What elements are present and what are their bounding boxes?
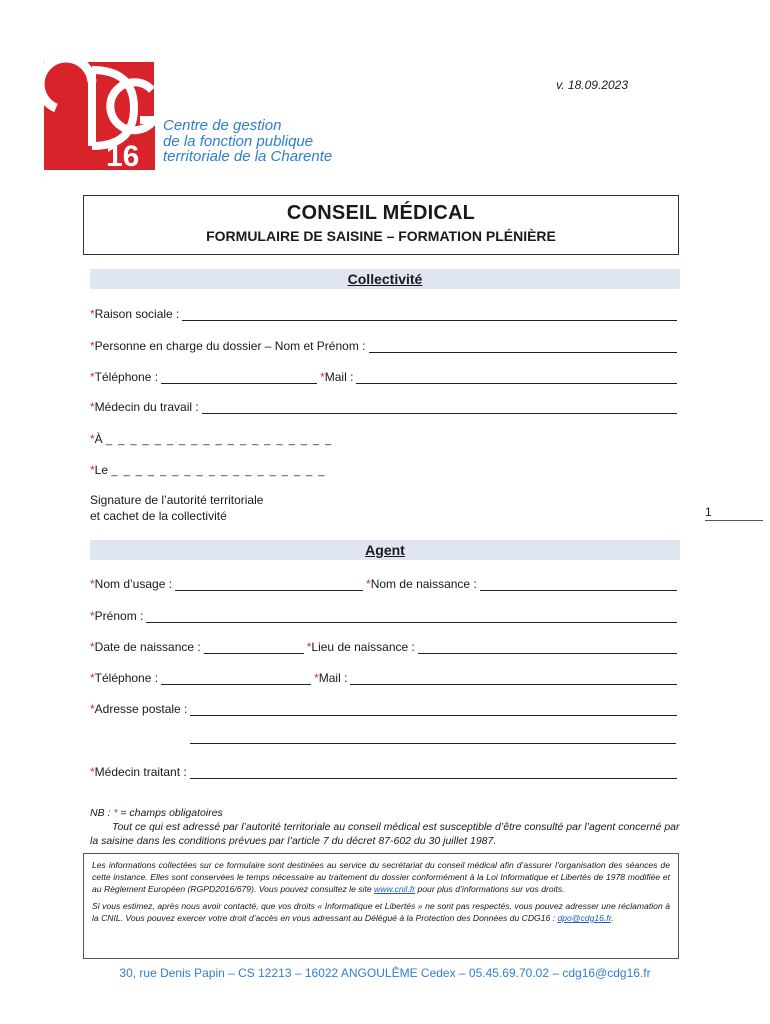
notes — [90, 806, 680, 848]
field-agent-naissance[interactable]: *Date de naissance : *Lieu de naissance : — [90, 638, 680, 654]
field-personne-en-charge[interactable]: *Personne en charge du dossier – Nom et Prénom : — [90, 337, 680, 353]
field-agent-prenom[interactable]: *Prénom : — [90, 607, 680, 623]
field-lieu[interactable]: *À _ _ _ _ _ _ _ _ _ _ _ _ _ _ _ _ _ _ _ — [90, 432, 333, 446]
title-box — [83, 195, 679, 255]
logo-line: Centre de gestion — [163, 117, 282, 134]
logo-line: territoriale de la Charente — [163, 148, 333, 165]
field-collectivite-contact[interactable]: *Téléphone : *Mail : — [90, 368, 680, 384]
page-number-rule — [705, 520, 763, 521]
version-label: v. 18.09.2023 — [556, 78, 628, 92]
logo-line: de la fonction publique — [163, 132, 314, 150]
footer-address: 30, rue Denis Papin – CS 12213 – 16022 ANGOULÊME Cedex – 05.45.69.70.02 – cdg16@cdg16.fr — [119, 966, 651, 980]
field-agent-medecin-traitant[interactable]: *Médecin traitant : — [90, 763, 680, 779]
cnil-link[interactable]: www.cnil.fr — [374, 884, 416, 895]
privacy-info-box — [83, 853, 679, 959]
page-number: 1 — [705, 505, 712, 519]
field-agent-contact[interactable]: *Téléphone : *Mail : — [90, 669, 680, 685]
section-agent-heading: Agent — [90, 540, 680, 560]
signature-label: Signature de l’autorité territoriale et cachet de la collectivité — [90, 493, 264, 523]
privacy-paragraph-1: Les informations collectées sur ce formulaire sont destinées au service du secrétariat du conseil médical afin d’assurer l’organisation des séances de cette instance. Elles sont conservées le temps nécessaire au traitement du dossier conformément à la Loi Informatique et Libertés de 1978 modifiée et au Règlement Européen (RGPD2016/679). Vous pouvez consultez le site www.cnil.fr pour plus d’informations sur vos droits. — [92, 860, 670, 895]
logo-number-16: 16 — [106, 140, 140, 170]
field-date[interactable]: *Le _ _ _ _ _ _ _ _ _ _ _ _ _ _ _ _ _ _ — [90, 463, 326, 477]
nb-paragraph: Tout ce qui est adressé par l’autorité territoriale au conseil médical est susceptible d’être consulté par l’agent concerné par la saisine dans les conditions prévues par l’article 7 du décret 87-602 du 30 juillet 1987. — [90, 821, 680, 847]
field-medecin-travail[interactable]: *Médecin du travail : — [90, 398, 680, 414]
section-collectivite-heading: Collectivité — [90, 269, 680, 289]
dpo-email-link[interactable]: dpo@cdg16.fr — [557, 912, 612, 923]
nb-required-legend: NB : * = champs obligatoires — [90, 807, 223, 819]
field-agent-noms[interactable]: *Nom d’usage : *Nom de naissance : — [90, 575, 680, 591]
page-subtitle: FORMULAIRE DE SAISINE – FORMATION PLÉNIÈRE — [206, 228, 556, 244]
logo-text — [163, 118, 332, 165]
page-title: CONSEIL MÉDICAL — [286, 202, 476, 224]
privacy-paragraph-2: Si vous estimez, après nous avoir contacté, que vos droits « Informatique et Libertés » ne sont pas respectés, vous pouvez adresser une réclamation à la CNIL. Vous pouvez exercer votre droit d’accès en vous adressant au Délégué à la Protection des Données du CDG16 : dpo@cdg16.fr. — [92, 900, 670, 923]
field-raison-sociale[interactable]: *Raison sociale : — [90, 305, 680, 321]
field-agent-adresse[interactable]: *Adresse postale : — [90, 700, 680, 716]
field-agent-adresse-line2[interactable] — [190, 743, 676, 744]
